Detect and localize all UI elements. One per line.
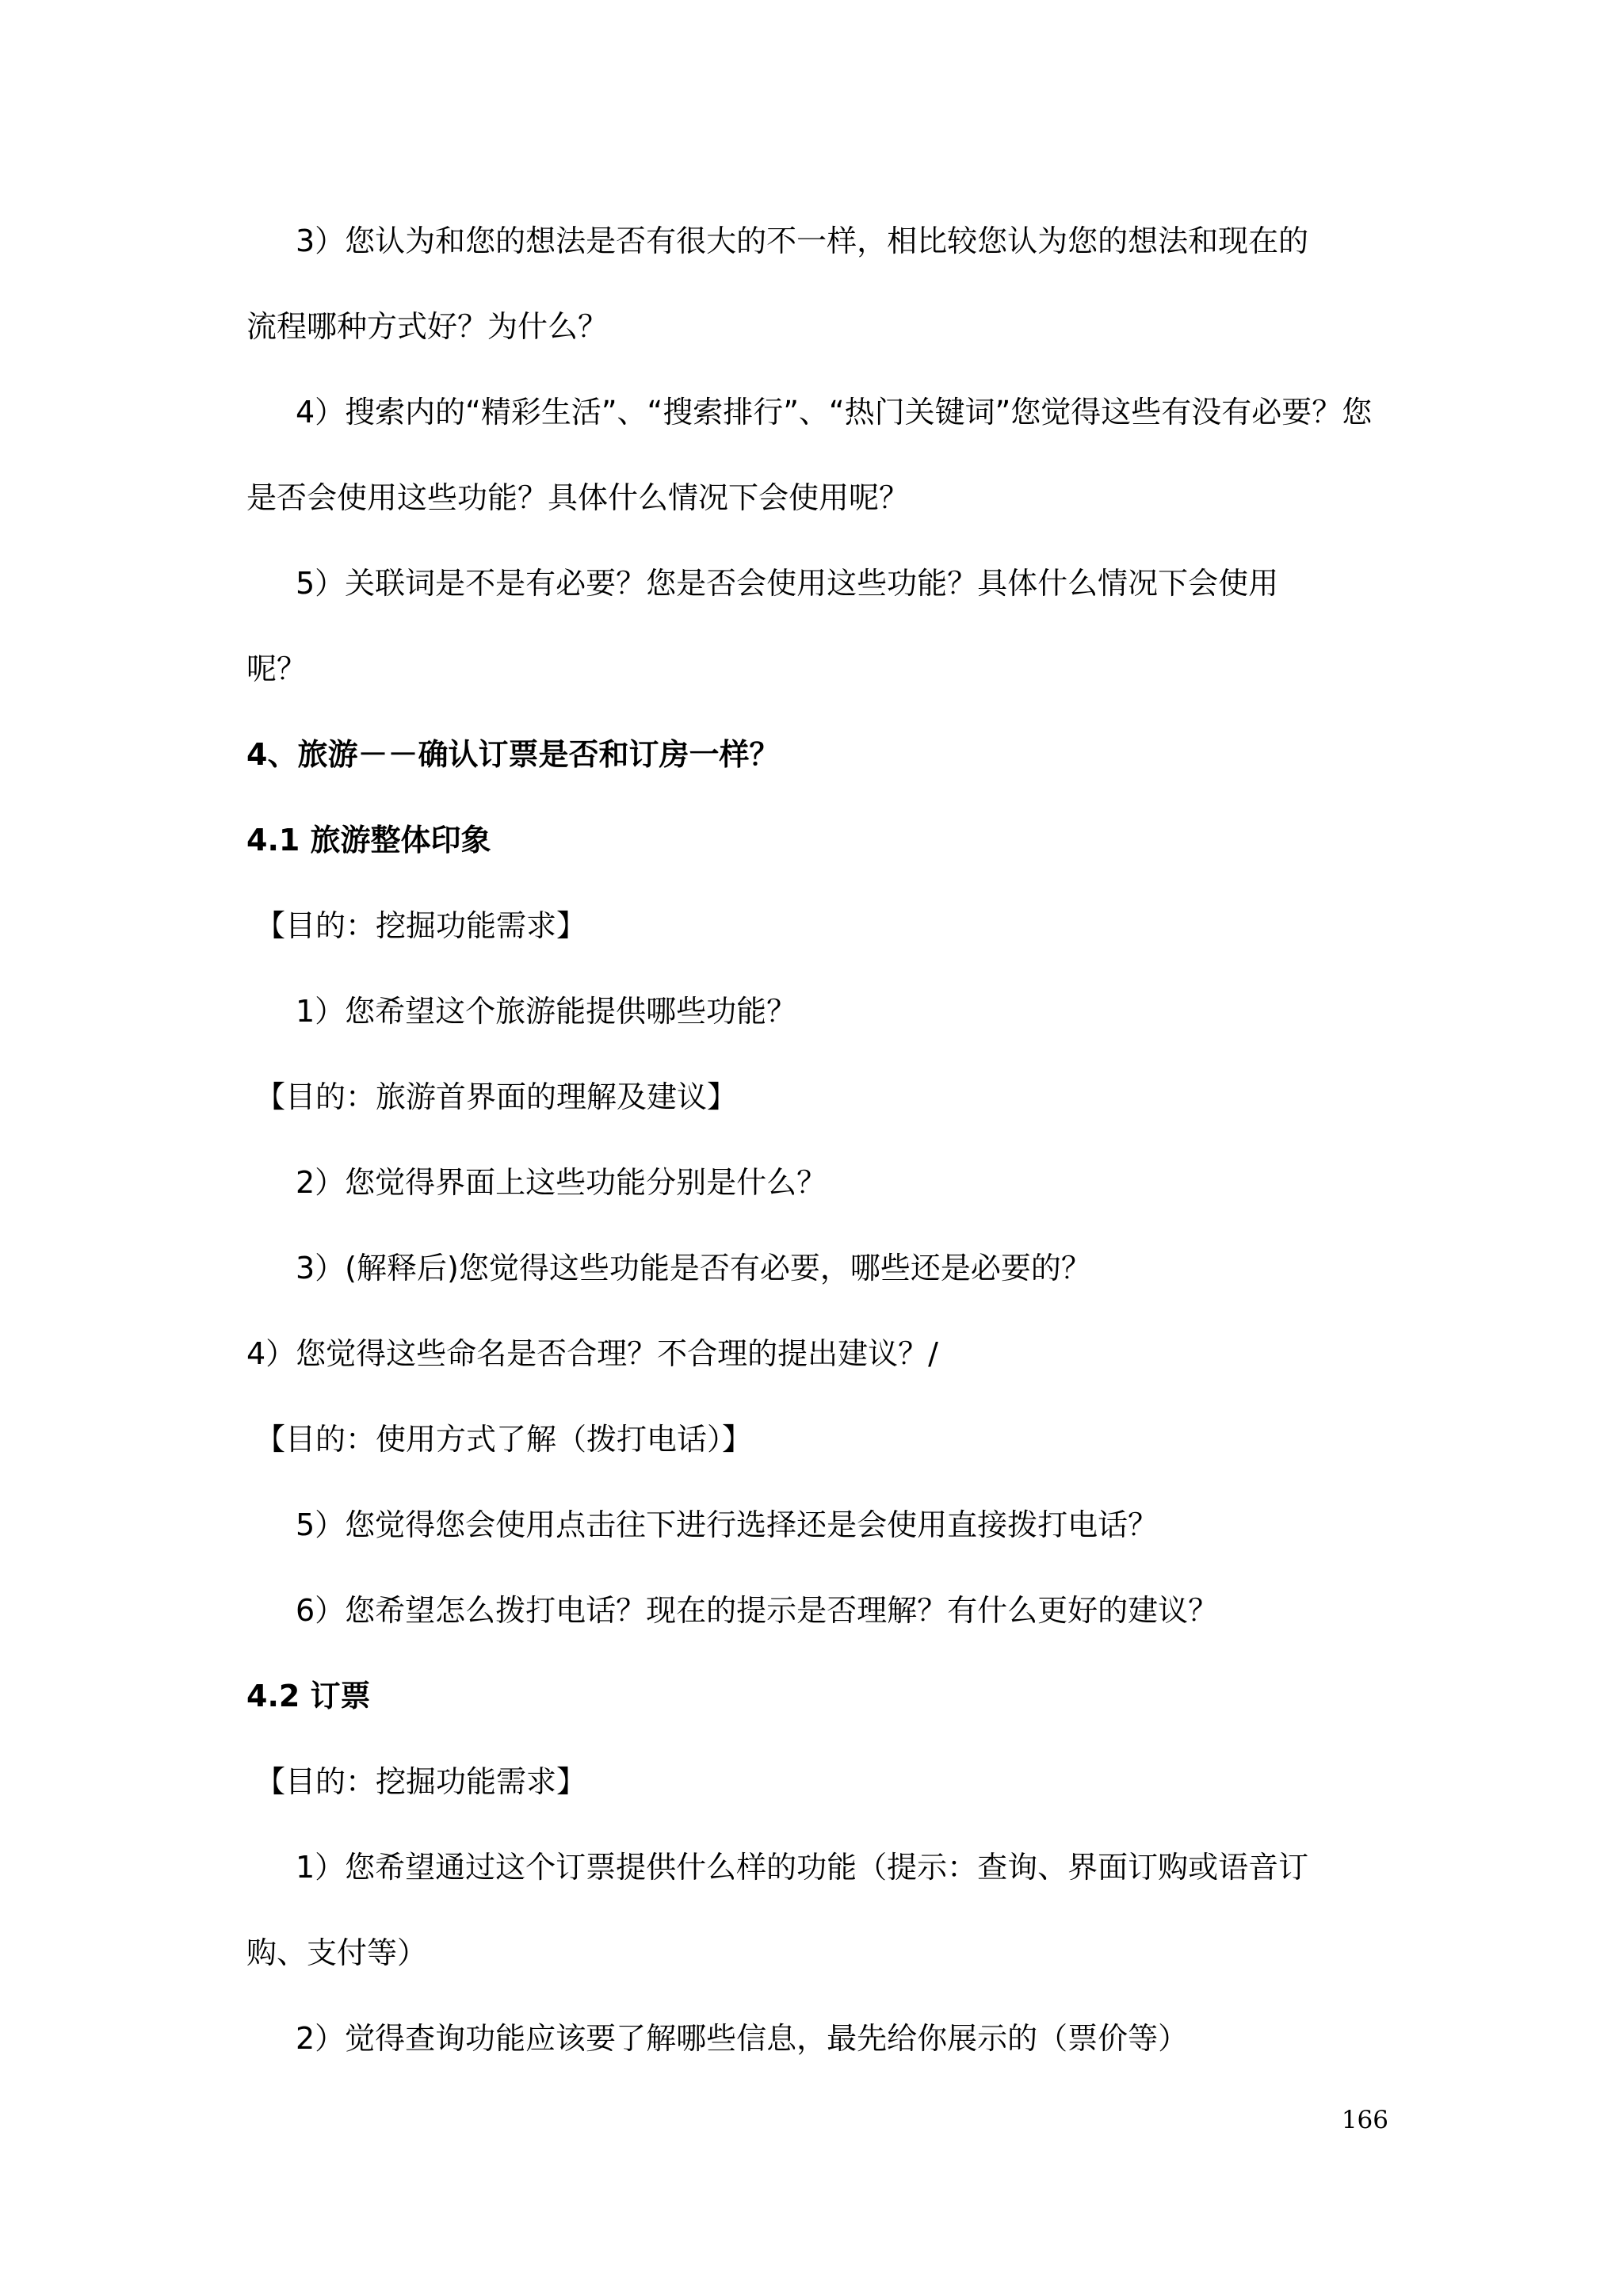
purpose-label: 【目的：挖掘功能需求】	[255, 908, 587, 943]
question-5-line-1: 5）关联词是不是有必要？您是否会使用这些功能？具体什么情况下会使用	[296, 566, 1279, 601]
subsection-heading-4-1: 4.1 旅游整体印象	[246, 823, 491, 858]
question-3-line-2: 流程哪种方式好？为什么？	[246, 309, 609, 344]
question-3-line-1: 3）您认为和您的想法是否有很大的不一样，相比较您认为您的想法和现在的	[296, 223, 1309, 258]
question-5-line-2: 呢？	[246, 651, 307, 686]
question-line: 3）(解释后)您觉得这些功能是否有必要，哪些还是必要的？	[296, 1251, 1091, 1286]
question-line: 2）觉得查询功能应该要了解哪些信息，最先给你展示的（票价等）	[296, 2021, 1189, 2056]
purpose-label: 【目的：旅游首界面的理解及建议】	[255, 1079, 738, 1114]
subsection-heading-4-2: 4.2 订票	[246, 1679, 371, 1713]
page-number: 166	[1341, 2106, 1388, 2134]
section-heading-travel: 4、旅游－－确认订票是否和订房一样？	[246, 737, 780, 772]
question-4-line-2: 是否会使用这些功能？具体什么情况下会使用呢？	[246, 480, 910, 515]
purpose-label: 【目的：挖掘功能需求】	[255, 1764, 587, 1799]
question-line: 2）您觉得界面上这些功能分别是什么？	[296, 1165, 827, 1200]
question-4-line-1: 4）搜索内的“精彩生活”、“搜索排行”、“热门关键词”您觉得这些有没有必要？您	[296, 395, 1373, 430]
question-line: 6）您希望怎么拨打电话？现在的提示是否理解？有什么更好的建议？	[296, 1593, 1219, 1628]
question-line: 5）您觉得您会使用点击往下进行选择还是会使用直接拨打电话？	[296, 1507, 1159, 1542]
question-line: 4）您觉得这些命名是否合理？不合理的提出建议？/	[246, 1336, 938, 1371]
question-line: 1）您希望通过这个订票提供什么样的功能（提示：查询、界面订购或语音订	[296, 1850, 1309, 1885]
purpose-label: 【目的：使用方式了解（拨打电话）】	[255, 1422, 753, 1457]
question-line-continuation: 购、支付等）	[246, 1935, 428, 1970]
question-line: 1）您希望这个旅游能提供哪些功能？	[296, 994, 797, 1029]
